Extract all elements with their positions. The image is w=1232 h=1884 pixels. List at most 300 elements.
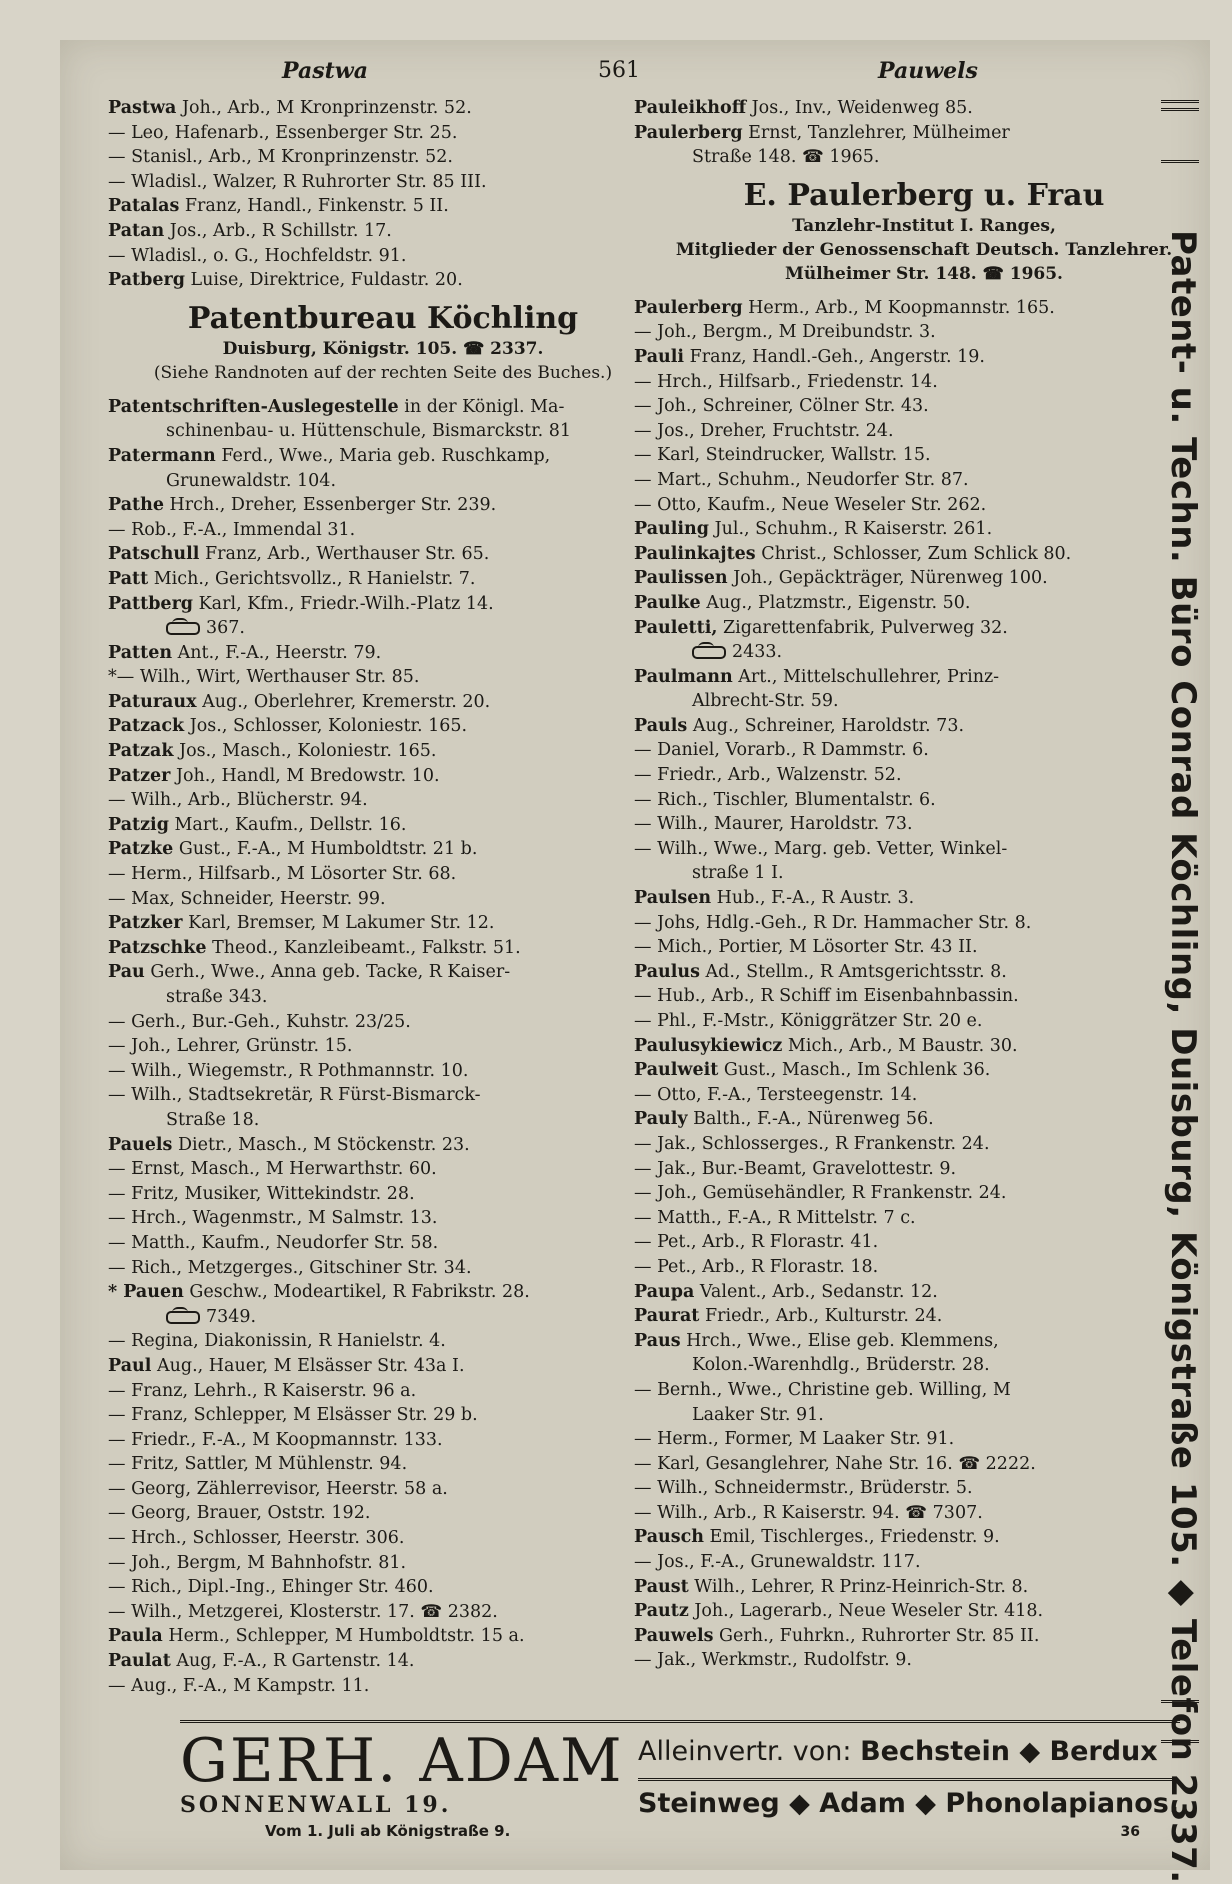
phone-number: 7349. xyxy=(206,1306,257,1327)
entry-details: Hub., F.-A., R Austr. 3. xyxy=(711,888,915,909)
list-item xyxy=(634,1230,1214,1255)
entry-surname: Paturaux xyxy=(108,691,197,712)
entry-details: — Wilh., Schneidermstr., Brüderstr. 5. xyxy=(634,1478,973,1499)
list-item xyxy=(634,1181,1214,1206)
entry-surname: Patten xyxy=(108,642,173,663)
entry-details: straße 1 I. xyxy=(692,863,784,884)
entry-details: Jos., Inv., Weidenweg 85. xyxy=(746,98,973,118)
list-item xyxy=(634,1280,1214,1305)
list-item xyxy=(108,1206,658,1231)
list-item xyxy=(634,493,1214,518)
phone-line xyxy=(634,640,1214,665)
entry-surname: Paulweit xyxy=(634,1060,719,1081)
entry-details: — Hrch., Hilfsarb., Friedenstr. 14. xyxy=(634,371,938,392)
entry-details: Franz, Handl.-Geh., Angerstr. 19. xyxy=(684,346,985,367)
list-item-continuation xyxy=(634,1403,1214,1428)
list-item xyxy=(634,812,1214,837)
list-item xyxy=(634,468,1214,493)
entry-surname: Paulmann xyxy=(634,666,733,687)
list-item xyxy=(634,542,1214,567)
entry-details: Karl, Bremser, M Lakumer Str. 12. xyxy=(182,913,495,934)
list-item xyxy=(108,1059,658,1084)
entry-surname: Paulinkajtes xyxy=(634,543,756,564)
list-item xyxy=(108,1182,658,1207)
list-item xyxy=(634,419,1214,444)
header-right-keyword: Pauwels xyxy=(878,58,978,84)
entry-details: Jos., Masch., Koloniestr. 165. xyxy=(173,741,437,762)
list-item xyxy=(108,1452,658,1477)
list-item xyxy=(108,764,658,789)
entry-details: Kolon.-Warenhdlg., Brüderstr. 28. xyxy=(692,1355,990,1376)
list-item xyxy=(634,1624,1214,1649)
list-item xyxy=(108,1403,658,1428)
entry-details: — Rich., Tischler, Blumentalstr. 6. xyxy=(634,789,936,810)
entry-details: — Franz, Lehrh., R Kaiserstr. 96 a. xyxy=(108,1380,417,1401)
entry-surname: Pattberg xyxy=(108,593,194,614)
entry-surname: Patt xyxy=(108,568,149,589)
list-item xyxy=(108,493,658,518)
entry-details: Joh., Gepäckträger, Nürenweg 100. xyxy=(727,568,1048,589)
entry-details: Franz, Handl., Finkenstr. 5 II. xyxy=(179,196,449,217)
phone-line xyxy=(108,616,658,641)
entry-details: — Matth., F.-A., R Mittelstr. 7 c. xyxy=(634,1207,916,1228)
list-item xyxy=(634,394,1214,419)
list-item xyxy=(634,1452,1214,1477)
page-number: 561 xyxy=(598,58,640,83)
entry-details: Valent., Arb., Sedanstr. 12. xyxy=(694,1281,938,1302)
list-item xyxy=(634,714,1214,739)
list-item xyxy=(634,984,1214,1009)
list-item xyxy=(108,219,658,244)
entry-surname: Pauling xyxy=(634,519,710,540)
advert-line2: Duisburg, Königstr. 105. ☎ 2337. xyxy=(222,338,544,359)
phone-number: 2433. xyxy=(732,642,783,663)
entry-surname: Pautz xyxy=(634,1601,689,1622)
entry-details: — Wilh., Maurer, Haroldstr. 73. xyxy=(634,814,913,835)
entry-surname: Patermann xyxy=(108,445,216,466)
entry-details: — Joh., Gemüsehändler, R Frankenstr. 24. xyxy=(634,1183,1007,1204)
entry-surname: Pauletti, xyxy=(634,617,718,638)
list-item xyxy=(108,1010,658,1035)
list-item xyxy=(108,1501,658,1526)
entry-details: — Otto, Kaufm., Neue Weseler Str. 262. xyxy=(634,494,987,515)
entry-details: Aug., Oberlehrer, Kremerstr. 20. xyxy=(196,691,491,712)
entry-details: — Jos., F.-A., Grunewaldstr. 117. xyxy=(634,1552,921,1573)
list-item xyxy=(108,1256,658,1281)
entry-details: — Fritz, Sattler, M Mühlenstr. 94. xyxy=(108,1454,408,1475)
entry-details: — Fritz, Musiker, Wittekindstr. 28. xyxy=(108,1183,415,1204)
entry-surname: Patzker xyxy=(108,913,183,934)
entry-details: — Joh., Bergm., M Dreibundstr. 3. xyxy=(634,322,936,343)
entry-details: Aug., Schreiner, Haroldstr. 73. xyxy=(687,715,965,736)
list-item xyxy=(108,1354,658,1379)
entry-details: Mich., Gerichtsvollz., R Hanielstr. 7. xyxy=(148,568,476,589)
entry-details: — Regina, Diakonissin, R Hanielstr. 4. xyxy=(108,1331,446,1352)
list-item xyxy=(634,517,1214,542)
list-item xyxy=(108,444,658,469)
entry-surname: Paulerberg xyxy=(634,297,743,318)
entry-details: Straße 148. ☎ 1965. xyxy=(692,147,880,168)
entry-details: Geschw., Modeartikel, R Fabrikstr. 28. xyxy=(183,1282,530,1303)
list-item-continuation xyxy=(634,145,1214,170)
list-item xyxy=(634,370,1214,395)
entry-details: — Max, Schneider, Heerstr. 99. xyxy=(108,888,386,909)
list-item xyxy=(634,763,1214,788)
list-item xyxy=(108,936,658,961)
entry-details: Jos., Schlosser, Koloniestr. 165. xyxy=(184,716,468,737)
list-item xyxy=(108,1526,658,1551)
entry-details: — Rich., Dipl.-Ing., Ehinger Str. 460. xyxy=(108,1577,434,1598)
entry-details: Gust., F.-A., M Humboldtstr. 21 b. xyxy=(173,839,478,860)
entry-details: — Aug., F.-A., M Kampstr. 11. xyxy=(108,1675,370,1696)
footer-rule-middle xyxy=(638,1778,1178,1781)
entry-details: Friedr., Arb., Kulturstr. 24. xyxy=(699,1306,943,1327)
entry-details: Mich., Arb., M Baustr. 30. xyxy=(782,1035,1018,1056)
entry-details: — Wilh., Metzgerei, Klosterstr. 17. ☎ 2382. xyxy=(108,1601,498,1622)
entry-details: Wilh., Lehrer, R Prinz-Heinrich-Str. 8. xyxy=(688,1576,1029,1597)
list-item-continuation xyxy=(634,861,1214,886)
entry-surname: Patzak xyxy=(108,741,174,762)
entry-surname: Patentschriften-Auslegestelle xyxy=(108,396,399,417)
advert-line2: Tanzlehr-Institut I. Ranges, xyxy=(792,215,1056,236)
list-item xyxy=(634,1599,1214,1624)
entry-details: Theod., Kanzleibeamt., Falkstr. 51. xyxy=(206,937,521,958)
entry-surname: Paulusykiewicz xyxy=(634,1035,783,1056)
list-item xyxy=(108,1329,658,1354)
entry-details: — Leo, Hafenarb., Essenberger Str. 25. xyxy=(108,122,458,143)
sidebar-advert xyxy=(1155,100,1205,1884)
entry-details: — Jak., Werkmstr., Rudolfstr. 9. xyxy=(634,1650,912,1671)
entry-details: Ant., F.-A., Heerstr. 79. xyxy=(172,642,382,663)
list-item xyxy=(634,1206,1214,1231)
list-item xyxy=(108,1379,658,1404)
header-left-keyword: Pastwa xyxy=(282,58,368,84)
list-item xyxy=(108,1428,658,1453)
list-item xyxy=(634,1083,1214,1108)
list-item xyxy=(108,194,658,219)
entry-details: — Gerh., Bur.-Geh., Kuhstr. 23/25. xyxy=(108,1011,411,1032)
list-item xyxy=(108,788,658,813)
list-item xyxy=(108,1280,658,1305)
list-item xyxy=(634,1132,1214,1157)
entry-details: — Daniel, Vorarb., R Dammstr. 6. xyxy=(634,740,929,761)
list-item xyxy=(108,1477,658,1502)
entry-details: — Friedr., Arb., Walzenstr. 52. xyxy=(634,765,902,786)
entry-details: — Karl, Steindrucker, Wallstr. 15. xyxy=(634,445,931,466)
entry-surname: Pauli xyxy=(634,346,685,367)
list-item xyxy=(634,345,1214,370)
list-item xyxy=(634,1501,1214,1526)
entry-surname: Paulus xyxy=(634,961,700,982)
entry-details: — Ernst, Masch., M Herwarthstr. 60. xyxy=(108,1159,437,1180)
entry-details: — Hrch., Schlosser, Heerstr. 306. xyxy=(108,1528,405,1549)
entry-surname: Pauwels xyxy=(634,1625,714,1646)
entry-details: straße 343. xyxy=(166,987,268,1007)
list-item xyxy=(634,1157,1214,1182)
list-item xyxy=(634,296,1214,321)
list-item-continuation xyxy=(108,419,658,444)
list-item xyxy=(108,641,658,666)
entry-details: — Phl., F.-Mstr., Königgrätzer Str. 20 e. xyxy=(634,1011,983,1031)
list-item xyxy=(108,714,658,739)
list-item-continuation xyxy=(634,689,1214,714)
entry-details: Aug., Hauer, M Elsässer Str. 43a I. xyxy=(151,1355,465,1376)
list-item-continuation xyxy=(108,469,658,494)
list-item xyxy=(634,1009,1214,1034)
entry-surname: Paulerberg xyxy=(634,122,743,143)
list-item xyxy=(634,837,1214,862)
list-item xyxy=(634,1427,1214,1452)
advert-title: E. Paulerberg u. Frau xyxy=(743,177,1105,213)
list-item xyxy=(108,268,658,293)
entry-details: — Hrch., Wagenmstr., M Salmstr. 13. xyxy=(108,1208,438,1229)
entry-details: — Georg, Zählerrevisor, Heerstr. 58 a. xyxy=(108,1478,448,1499)
list-item xyxy=(108,1157,658,1182)
entry-surname: Paulsen xyxy=(634,888,712,909)
footer-agency-prefix: Alleinvertr. von: xyxy=(638,1736,861,1767)
list-item xyxy=(108,813,658,838)
entry-details: Emil, Tischlerges., Friedenstr. 9. xyxy=(703,1527,1000,1548)
entry-details: Zigarettenfabrik, Pulverweg 32. xyxy=(717,617,1008,638)
entry-details: — Wilh., Stadtsekretär, R Fürst-Bismarck- xyxy=(108,1085,481,1106)
entry-details: Jul., Schuhm., R Kaiserstr. 261. xyxy=(709,519,993,540)
entry-surname: Patberg xyxy=(108,270,185,291)
entry-details: — Georg, Brauer, Oststr. 192. xyxy=(108,1503,371,1524)
entry-details: — Stanisl., Arb., M Kronprinzenstr. 52. xyxy=(108,147,453,168)
list-item xyxy=(108,395,658,420)
entry-details: *— Wilh., Wirt, Werthauser Str. 85. xyxy=(108,667,420,688)
entry-details: Grunewaldstr. 104. xyxy=(166,470,337,491)
entry-surname: Pau xyxy=(108,962,145,983)
list-item xyxy=(108,96,658,121)
entry-details: — Pet., Arb., R Florastr. 41. xyxy=(634,1232,879,1253)
footer-address: SONNENWALL 19. xyxy=(180,1792,452,1818)
entry-surname: Paula xyxy=(108,1626,163,1647)
list-item xyxy=(108,911,658,936)
sidebar-rule-bottom xyxy=(1161,1700,1199,1703)
entry-details: — Joh., Lehrer, Grünstr. 15. xyxy=(108,1036,353,1057)
entry-details: Joh., Arb., M Kronprinzenstr. 52. xyxy=(176,98,472,118)
list-item xyxy=(108,1600,658,1625)
list-item xyxy=(108,1624,658,1649)
entry-details: — Johs, Hdlg.-Geh., R Dr. Hammacher Str. 8. xyxy=(634,912,1032,933)
list-item xyxy=(108,1674,658,1699)
list-item xyxy=(108,960,658,985)
entry-details: Herm., Arb., M Koopmannstr. 165. xyxy=(742,297,1055,318)
entry-surname: Patzschke xyxy=(108,937,207,958)
list-item xyxy=(634,616,1214,641)
list-item xyxy=(634,1304,1214,1329)
advert-note: (Siehe Randnoten auf der rechten Seite des Buches.) xyxy=(153,362,613,383)
right-column xyxy=(634,96,1214,1673)
list-item xyxy=(108,518,658,543)
entry-details: Jos., Arb., R Schillstr. 17. xyxy=(164,220,392,241)
entry-details: — Otto, F.-A., Tersteegenstr. 14. xyxy=(634,1084,918,1105)
entry-details: Joh., Lagerarb., Neue Weseler Str. 418. xyxy=(688,1601,1044,1622)
entry-surname: Paurat xyxy=(634,1306,700,1327)
entry-details: Franz, Arb., Werthauser Str. 65. xyxy=(199,544,490,565)
list-item xyxy=(634,96,1214,121)
entry-details: Laaker Str. 91. xyxy=(692,1404,824,1425)
entry-surname: Patzack xyxy=(108,716,185,737)
sidebar-rule-top-2 xyxy=(1161,108,1199,111)
entry-details: — Herm., Hilfsarb., M Lösorter Str. 68. xyxy=(108,864,457,885)
directory-page xyxy=(60,40,1210,1884)
entry-details: Luise, Direktrice, Fuldastr. 20. xyxy=(184,270,463,291)
footer-company: GERH. ADAM xyxy=(180,1726,624,1796)
entry-details: Christ., Schlosser, Zum Schlick 80. xyxy=(755,543,1072,564)
list-item xyxy=(634,788,1214,813)
list-item-continuation xyxy=(108,1108,658,1133)
list-item xyxy=(108,887,658,912)
advert-title: Patentbureau Köchling xyxy=(187,300,579,336)
entry-surname: Pauls xyxy=(634,715,688,736)
list-item xyxy=(634,1476,1214,1501)
advert-line3: Mitglieder der Genossenschaft Deutsch. Tanzlehrer. xyxy=(675,239,1173,260)
entry-details: — Pet., Arb., R Florastr. 18. xyxy=(634,1256,879,1277)
entry-surname: Paus xyxy=(634,1330,681,1351)
list-item xyxy=(634,738,1214,763)
entry-details: Joh., Handl, M Bredowstr. 10. xyxy=(170,765,440,786)
entry-surname: Paulat xyxy=(108,1651,171,1672)
entry-details: — Jos., Dreher, Fruchtstr. 24. xyxy=(634,420,894,441)
entry-details: Gerh., Fuhrkn., Ruhrorter Str. 85 II. xyxy=(713,1625,1040,1646)
entry-surname: Patalas xyxy=(108,196,180,217)
list-item xyxy=(108,862,658,887)
entry-surname: Paulke xyxy=(634,592,701,613)
list-item xyxy=(108,145,658,170)
entry-details: — Franz, Schlepper, M Elsässer Str. 29 b. xyxy=(108,1405,478,1426)
entry-surname: Pauleikhoff xyxy=(634,98,747,118)
list-item xyxy=(634,911,1214,936)
entry-surname: Paupa xyxy=(634,1281,695,1302)
entry-details: Ferd., Wwe., Maria geb. Ruschkamp, xyxy=(215,445,551,466)
list-item xyxy=(108,1034,658,1059)
telephone-icon xyxy=(692,646,726,659)
list-item xyxy=(108,170,658,195)
entry-surname: Patan xyxy=(108,220,165,241)
list-item xyxy=(108,121,658,146)
list-item xyxy=(634,1550,1214,1575)
footer-advert xyxy=(120,1726,1210,1840)
entry-details: Ad., Stellm., R Amtsgerichtsstr. 8. xyxy=(699,961,1007,982)
list-item xyxy=(108,690,658,715)
entry-details: — Matth., Kaufm., Neudorfer Str. 58. xyxy=(108,1232,439,1253)
entry-surname: Pauels xyxy=(108,1134,173,1155)
entry-details: — Joh., Bergm, M Bahnhofstr. 81. xyxy=(108,1552,407,1573)
entry-details: — Wilh., Wwe., Marg. geb. Vetter, Winkel- xyxy=(634,838,1008,859)
entry-surname: Patschull xyxy=(108,544,200,565)
entry-details: — Wladisl., Walzer, R Ruhrorter Str. 85 III. xyxy=(108,171,487,192)
list-item xyxy=(634,1648,1214,1673)
list-item-continuation xyxy=(108,985,658,1010)
entry-details: — Wilh., Arb., Blücherstr. 94. xyxy=(108,790,368,811)
entry-details: Gerh., Wwe., Anna geb. Tacke, R Kaiser- xyxy=(144,962,511,983)
list-item xyxy=(108,1575,658,1600)
entry-surname: Patzke xyxy=(108,839,174,860)
entry-details: Gust., Masch., Im Schlenk 36. xyxy=(718,1060,991,1081)
list-item xyxy=(108,592,658,617)
entry-surname: Patzig xyxy=(108,814,169,835)
list-item-continuation xyxy=(634,1353,1214,1378)
advert-line4: Mülheimer Str. 148. ☎ 1965. xyxy=(785,263,1063,284)
phone-line xyxy=(108,1305,658,1330)
footer-rule-top xyxy=(180,1720,1180,1723)
entry-details: — Rob., F.-A., Immendal 31. xyxy=(108,519,356,540)
entry-details: Art., Mittelschullehrer, Prinz- xyxy=(732,666,1000,687)
list-item xyxy=(108,837,658,862)
entry-details: — Hub., Arb., R Schiff im Eisenbahnbassin. xyxy=(634,986,1019,1007)
list-item xyxy=(634,665,1214,690)
sidebar-rule-top-3 xyxy=(1161,160,1199,163)
sidebar-text: Patent- u. Techn. Büro Conrad Köchling, Duisburg, Königstraße 105. ◆ Telefon 2337. xyxy=(1163,230,1203,1884)
list-item xyxy=(634,1329,1214,1354)
list-item xyxy=(634,1034,1214,1059)
entry-details: — Wladisl., o. G., Hochfeldstr. 91. xyxy=(108,245,407,266)
list-item xyxy=(634,960,1214,985)
entry-details: Aug., Platzmstr., Eigenstr. 50. xyxy=(700,592,971,613)
list-item xyxy=(634,591,1214,616)
list-item xyxy=(108,244,658,269)
entry-surname: * Pauen xyxy=(108,1282,184,1303)
entry-details: — Friedr., F.-A., M Koopmannstr. 133. xyxy=(108,1429,443,1450)
entry-surname: Pauly xyxy=(634,1109,688,1130)
entry-details: Ernst, Tanzlehrer, Mülheimer xyxy=(742,122,1010,143)
list-item xyxy=(634,320,1214,345)
entry-surname: Paust xyxy=(634,1576,689,1597)
entry-details: Straße 18. xyxy=(166,1109,260,1130)
list-item xyxy=(634,1525,1214,1550)
entry-details: Hrch., Wwe., Elise geb. Klemmens, xyxy=(680,1330,999,1351)
entry-surname: Pathe xyxy=(108,495,164,516)
list-item xyxy=(108,1231,658,1256)
phone-number: 367. xyxy=(206,618,245,639)
list-item xyxy=(634,443,1214,468)
entry-details: — Jak., Schlosserges., R Frankenstr. 24. xyxy=(634,1133,990,1154)
list-item xyxy=(634,121,1214,146)
entry-surname: Paul xyxy=(108,1355,152,1376)
entry-details: Hrch., Dreher, Essenberger Str. 239. xyxy=(163,495,497,516)
list-item xyxy=(634,886,1214,911)
entry-details: Aug, F.-A., R Gartenstr. 14. xyxy=(170,1651,415,1672)
entry-details: Dietr., Masch., M Stöckenstr. 23. xyxy=(172,1134,470,1155)
list-item xyxy=(634,566,1214,591)
telephone-icon xyxy=(166,1311,200,1324)
list-item xyxy=(108,567,658,592)
list-item xyxy=(634,1255,1214,1280)
list-item xyxy=(634,1058,1214,1083)
footer-agency xyxy=(638,1736,1158,1767)
footer-brands-line: Steinweg ◆ Adam ◆ Phonolapianos. xyxy=(638,1788,1180,1819)
entry-details: — Rich., Metzgerges., Gitschiner Str. 34. xyxy=(108,1257,472,1278)
entry-details: schinenbau- u. Hüttenschule, Bismarckstr. 81 xyxy=(166,421,572,442)
entry-details: Karl, Kfm., Friedr.-Wilh.-Platz 14. xyxy=(193,593,494,614)
entry-details: — Mich., Portier, M Lösorter Str. 43 II. xyxy=(634,937,978,958)
entry-details: — Herm., Former, M Laaker Str. 91. xyxy=(634,1429,955,1450)
footer-moved-note: Vom 1. Juli ab Königstraße 9. xyxy=(265,1822,511,1840)
list-item xyxy=(108,1551,658,1576)
entry-details: — Karl, Gesanglehrer, Nahe Str. 16. ☎ 2222. xyxy=(634,1453,1036,1474)
sidebar-rule-top xyxy=(1161,100,1199,103)
entry-surname: Patzer xyxy=(108,765,171,786)
list-item xyxy=(108,1083,658,1108)
list-item xyxy=(108,1649,658,1674)
left-column xyxy=(108,96,658,1698)
entry-details: — Joh., Schreiner, Cölner Str. 43. xyxy=(634,396,929,417)
tanzinstitut-advert xyxy=(634,178,1214,286)
entry-details: Albrecht-Str. 59. xyxy=(692,691,839,712)
list-item xyxy=(634,1575,1214,1600)
